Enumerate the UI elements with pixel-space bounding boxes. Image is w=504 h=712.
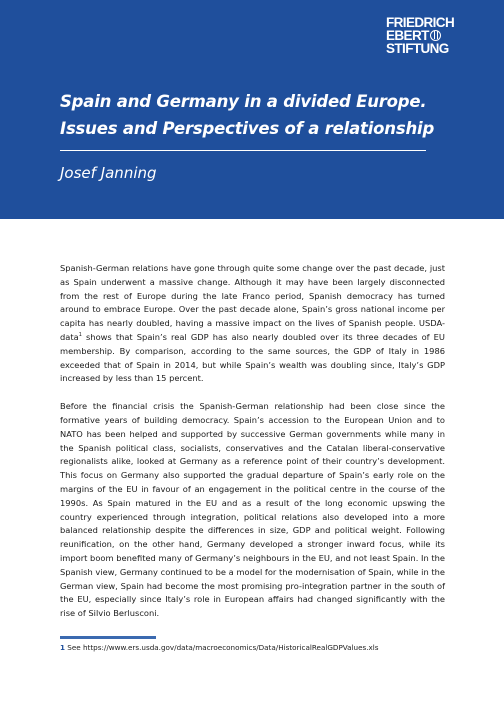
globe-icon xyxy=(430,30,441,41)
footnote-text: See https://www.ers.usda.gov/data/macroeconomics/Data/HistoricalRealGDPValues.xls xyxy=(65,643,379,652)
footnote-ref-1[interactable]: 1 xyxy=(78,332,82,339)
paragraph-2: Before the financial crisis the Spanish-German relationship had been close since the formative years of building democracy. Spain’s accession to the European Union and to NATO has been helped and supported by successive German governments while many in the Spanish political class, socialists, conservatives and the Catalan liberal-conservative regionalists alike, looked at Germany as a reference point of their country’s development. This focus on Germany also supported the gradual departure of Spain’s early role on the margins of the EU in favour of an engagement in the political centre in the course of the 1990s. As Spain matured in the EU and as a result of the long economic upswing the country experienced through integration, political relations also developed into a more balanced relationship despite the differences in size, GDP and political weight. Following reunification, on the other hand, Germany developed a stronger inward focus, while its import boom benefited many of Germany’s neighbours in the EU, and not least Spain. In the Spanish view, Germany continued to be a model for the modernisation of Spain, while in the German view, Spain had become the most promising pro-integration partner in the south of the EU, especially since Italy’s role in European affairs had changed significantly with the rise of Silvio Berlusconi. xyxy=(60,401,445,619)
logo-line-3: STIFTUNG xyxy=(386,41,449,56)
paragraph-1-part-a: Spanish-German relations have gone through quite some change over the past decade, just as Spain underwent a massive change. Although it may have been largely disconnected from the rest of Europe during the late Franco period, Spanish democracy has turned around to embrace Europe. Over the past decade alone, Spain’s gross national income per capita has nearly doubled, having a massive impact on the lives of Spanish people. USDA-data xyxy=(60,263,445,342)
title-line-2: Issues and Perspectives of a relationship xyxy=(60,119,435,138)
footnote xyxy=(60,643,460,653)
logo-line-2-text: EBERT xyxy=(386,28,429,43)
logo-line-1: FRIEDRICH xyxy=(386,15,455,30)
paragraph-1-part-b: shows that Spain’s real GDP has also nearly doubled over its three decades of EU membership. By comparison, according to the same sources, the GDP of Italy in 1986 exceeded that of Spain in 2014, but while Spain’s wealth was doubling since, Italy’s GDP increased by less than 15 percent. xyxy=(60,331,445,384)
author-name: Josef Janning xyxy=(60,164,157,182)
title-divider xyxy=(60,150,426,151)
footnote-divider xyxy=(60,636,156,639)
footnote-number: 1 xyxy=(60,643,66,652)
paragraph-1 xyxy=(60,262,445,386)
title-line-1: Spain and Germany in a divided Europe. xyxy=(60,92,427,111)
fes-logo xyxy=(386,16,472,55)
body-text xyxy=(60,262,445,635)
header-banner xyxy=(0,0,504,219)
document-title xyxy=(60,88,480,142)
